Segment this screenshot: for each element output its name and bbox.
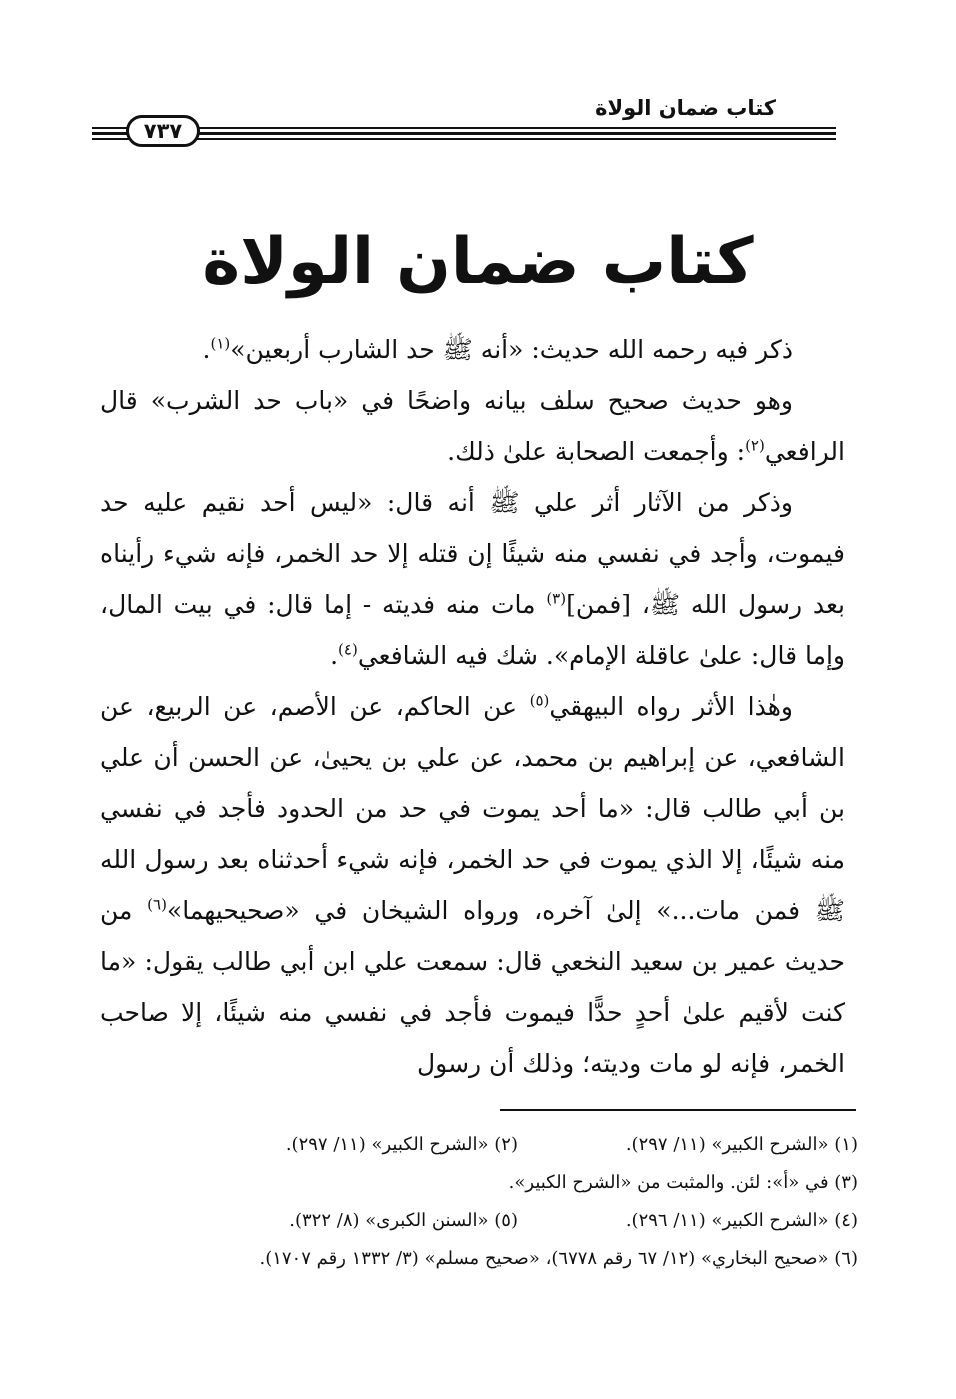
footnote-ref[interactable]: (١) <box>210 334 231 353</box>
header-rule <box>92 124 836 140</box>
main-text <box>100 324 845 1089</box>
footnote-ref[interactable]: (٢) <box>745 436 765 455</box>
paragraph-text: مات منه فديته - إما قال: في بيت المال، وإما قال: علىٰ عاقلة الإمام». شك فيه الشافعي <box>100 590 845 670</box>
footnote-row <box>100 1164 858 1202</box>
header-rule-line <box>92 132 836 135</box>
page-number: ٧٣٧ <box>126 115 200 147</box>
footnote-ref[interactable]: (٤) <box>338 640 358 659</box>
footnote-row <box>100 1126 858 1164</box>
footnote-ref[interactable]: (٥) <box>529 691 550 710</box>
footnotes <box>100 1126 858 1278</box>
header-rule-line <box>92 138 836 140</box>
footnote-item: (٣) في «أ»: لئن. والمثبت من «الشرح الكبير». <box>508 1172 858 1193</box>
paragraph-text: وذكر من الآثار أثر علي ﷺ أنه قال: «ليس أحد نقيم عليه حد فيموت، وأجد في نفسي منه شيئًا إن قتله إلا حد الخمر، فإنه شيء رأيناه بعد رسول الله ﷺ، [فمن] <box>100 488 845 619</box>
footnote-separator <box>500 1109 856 1111</box>
footnote-item: (٦) «صحيح البخاري» (١٢/ ٦٧ رقم ٦٧٧٨)، «صحيح مسلم» (٣/ ١٣٣٢ رقم ١٧٠٧). <box>259 1248 858 1269</box>
paragraph <box>100 324 845 375</box>
paragraph <box>100 375 845 477</box>
footnote-item: (٤) «الشرح الكبير» (١١/ ٢٩٦). <box>625 1210 858 1231</box>
footnote-item: (٥) «السنن الكبرى» (٨/ ٣٢٢). <box>289 1210 518 1231</box>
paragraph <box>100 477 845 681</box>
paragraph-text: وهٰذا الأثر رواه البيهقي <box>549 692 794 721</box>
footnote-item: (٢) «الشرح الكبير» (١١/ ٢٩٧). <box>285 1134 518 1155</box>
paragraph-text: وهو حديث صحيح سلف بيانه واضحًا في «باب حد الشرب» قال الرافعي <box>100 386 845 466</box>
paragraph-text: : وأجمعت الصحابة علىٰ ذلك. <box>447 437 746 466</box>
paragraph-text: عن الحاكم، عن الأصم، عن الربيع، عن الشافعي، عن إبراهيم بن محمد، عن علي بن يحيىٰ، عن الحسن أن علي بن أبي طالب قال: «ما أحد يموت في حد من الحدود فأجد في نفسي منه شيئًا، إلا الذي يموت في حد الخمر، فإنه شيء أحدثناه بعد رسول الله ﷺ فمن مات...» إلىٰ آخره، ورواه الشيخان في «صحيحيهما» <box>100 692 846 925</box>
footnote-ref[interactable]: (٣) <box>546 589 567 608</box>
paragraph-text: من حديث عمير بن سعيد النخعي قال: سمعت علي ابن أبي طالب يقول: «ما كنت لأقيم علىٰ أحدٍ حدًّا فيموت فأجد في نفسي منه شيئًا، إلا صاحب الخمر، فإنه لو مات وديته؛ وذلك أن رسول <box>100 896 845 1078</box>
header-rule-line <box>92 127 836 129</box>
running-head: كتاب ضمان الولاة <box>595 96 776 120</box>
paragraph-text: . <box>202 335 211 364</box>
paragraph <box>100 681 845 1089</box>
chapter-title: كتاب ضمان الولاة <box>202 225 754 299</box>
footnote-item: (١) «الشرح الكبير» (١١/ ٢٩٧). <box>625 1134 858 1155</box>
paragraph-text: ذكر فيه رحمه الله حديث: «أنه ﷺ حد الشارب أربعين» <box>230 335 793 364</box>
footnote-ref[interactable]: (٦) <box>147 895 167 914</box>
footnote-row <box>100 1202 858 1240</box>
paragraph-text: . <box>330 641 339 670</box>
footnote-row <box>100 1240 858 1278</box>
